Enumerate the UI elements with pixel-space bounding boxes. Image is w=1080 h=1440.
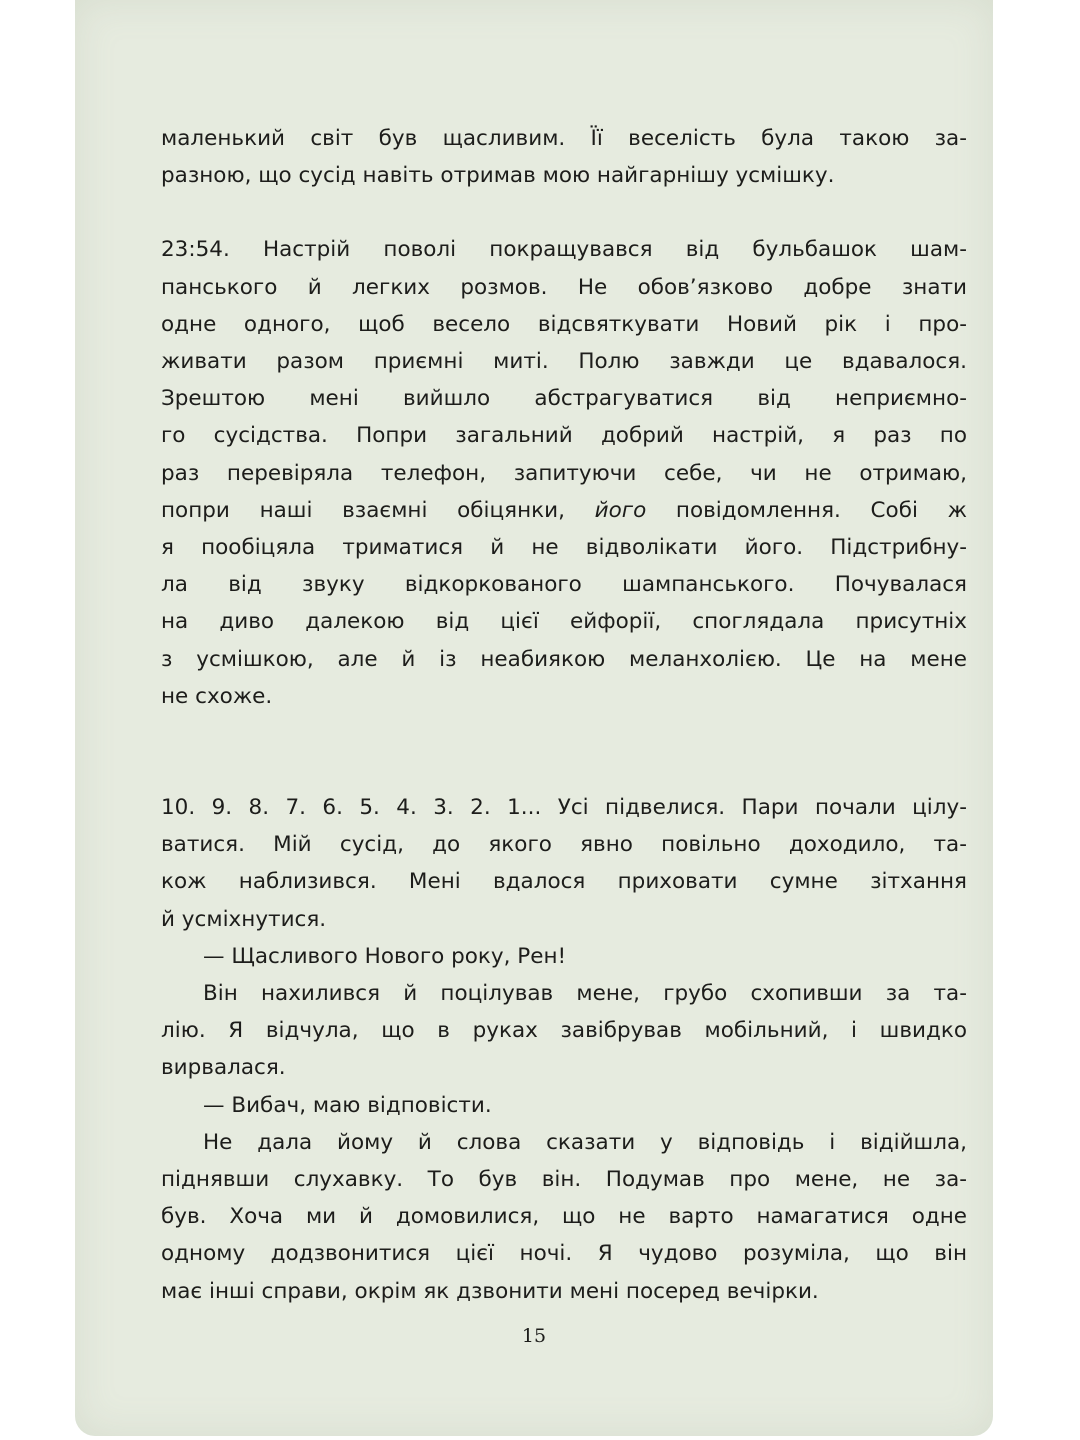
text-line: — Вибач, маю відповісти.	[203, 1092, 492, 1118]
text-line: кож наблизився. Мені вдалося приховати сумне зітхання	[161, 869, 967, 895]
book-page	[75, 0, 993, 1436]
text-line: 23:54. Настрій поволі покращувався від бульбашок шам-	[161, 237, 967, 263]
text-line: маленький світ був щасливим. Її веселість була такою за-	[161, 126, 967, 151]
text-line: піднявши слухавку. То був він. Подумав про мене, не за-	[161, 1167, 967, 1193]
text-line: не схоже.	[161, 683, 273, 709]
text-line: — Щасливого Нового року, Рен!	[203, 943, 567, 969]
text-line: на диво далекою від цієї ейфорії, споглядала присутніх	[161, 609, 967, 635]
paragraph-2	[161, 231, 967, 715]
text-line: ватися. Мій сусід, до якого явно повільно доходило, та-	[161, 832, 967, 858]
text-line: одному додзвонитися цієї ночі. Я чудово розуміла, що він	[161, 1241, 967, 1267]
text-line: разною, що сусід навіть отримав мою найгарнішу усмішку.	[161, 163, 835, 189]
text-line: був. Хоча ми й домовилися, що не варто намагатися одне	[161, 1204, 967, 1230]
dialogue-line-1	[161, 938, 967, 975]
text-line: попри наші взаємні обіцянки, його повідомлення. Собі ж	[161, 497, 967, 523]
paragraph-1	[161, 120, 967, 194]
text-line: я пообіцяла триматися й не відволікати його. Підстрибну-	[161, 535, 967, 561]
text-line: одне одного, щоб весело відсвяткувати Новий рік і про-	[161, 311, 967, 337]
text-line: го сусідства. Попри загальний добрий настрій, я раз по	[161, 423, 967, 449]
page-number: 15	[521, 1325, 547, 1347]
emphasized-word: його	[594, 497, 647, 523]
paragraph-3	[161, 789, 967, 938]
text-line: панського й легких розмов. Не обов’язково добре знати	[161, 274, 967, 300]
text-line: Він нахилився й поцілував мене, грубо схопивши за та-	[203, 981, 967, 1007]
text-line: ла від звуку відкоркованого шампанського. Почувалася	[161, 572, 967, 598]
text-line: Зрештою мені вийшло абстрагуватися від неприємно-	[161, 386, 967, 412]
text-line: вирвалася.	[161, 1055, 286, 1081]
paragraph-4	[161, 975, 967, 1087]
text-line: живати разом приємні миті. Полю завжди це вдавалося.	[161, 349, 967, 375]
text-line: Не дала йому й слова сказати у відповідь і відійшла,	[203, 1129, 967, 1155]
section-gap	[161, 715, 967, 789]
text-line: раз перевіряла телефон, запитуючи себе, чи не отримаю,	[161, 460, 967, 486]
dialogue-line-2	[161, 1087, 967, 1124]
text-line: має інші справи, окрім як дзвонити мені посеред вечірки.	[161, 1278, 819, 1304]
paragraph-5	[161, 1124, 967, 1310]
page-body-text	[161, 120, 967, 1310]
text-line: 10. 9. 8. 7. 6. 5. 4. 3. 2. 1... Усі підвелися. Пари почали цілу-	[161, 795, 967, 821]
text-line: й усміхнутися.	[161, 906, 327, 932]
text-line: лію. Я відчула, що в руках завібрував мобільний, і швидко	[161, 1018, 967, 1044]
text-line: з усмішкою, але й із неабиякою меланхолією. Це на мене	[161, 646, 967, 672]
paragraph-gap	[161, 194, 967, 231]
